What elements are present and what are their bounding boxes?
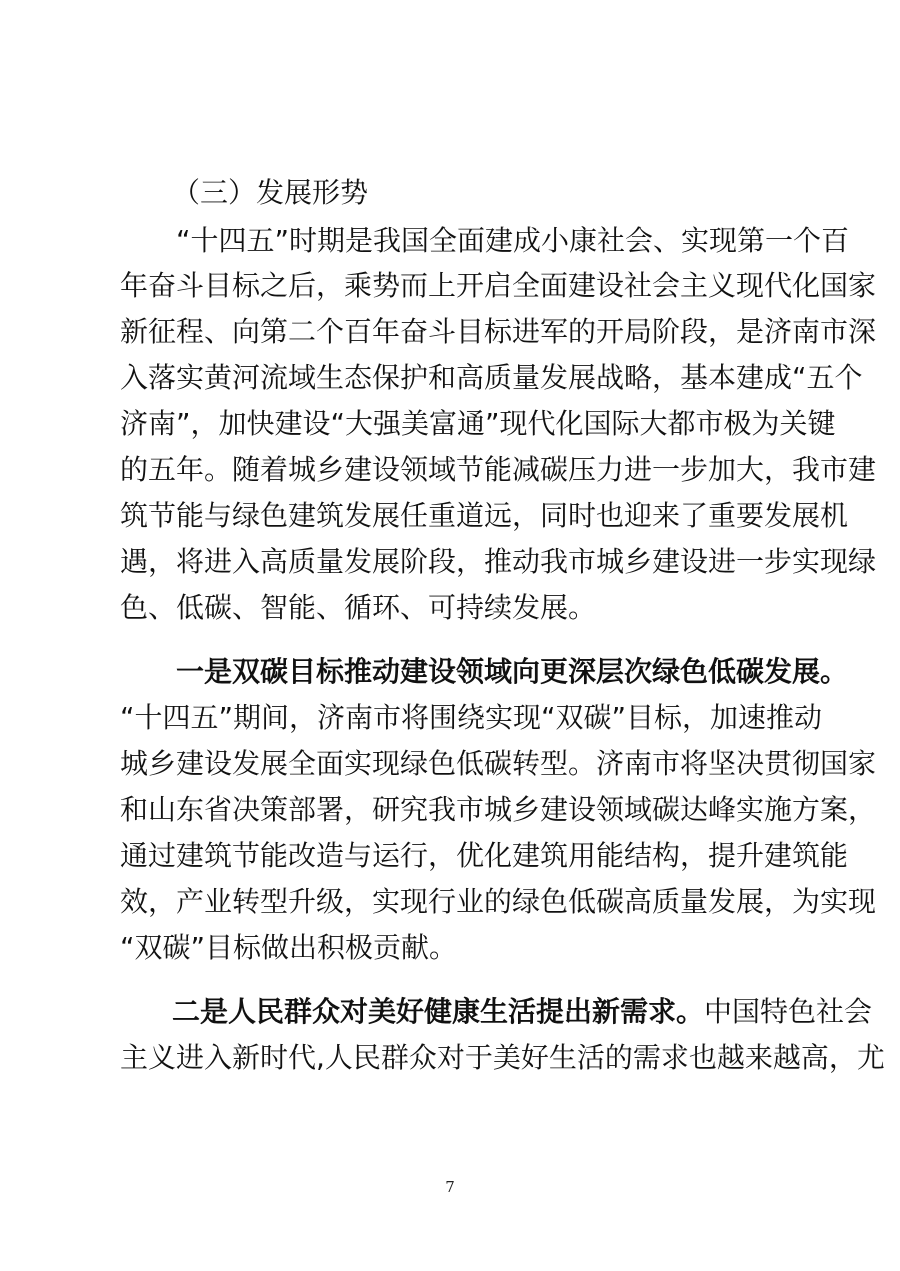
- paragraph-2-line-6: 效，产业转型升级，实现行业的绿色低碳高质量发展，为实现: [120, 885, 877, 918]
- paragraph-1-line-7: 筑节能与绿色建筑发展任重道远，同时也迎来了重要发展机: [120, 499, 849, 532]
- paragraph-3-line-1: [172, 992, 873, 1032]
- paragraph-1-line-8: 遇，将进入高质量发展阶段，推动我市城乡建设进一步实现绿: [120, 545, 877, 578]
- paragraph-1-line-2: 年奋斗目标之后，乘势而上开启全面建设社会主义现代化国家: [120, 269, 877, 302]
- paragraph-2-line-5: 通过建筑节能改造与运行，优化建筑用能结构，提升建筑能: [120, 839, 849, 872]
- paragraph-1-line-6: 的五年。随着城乡建设领域节能减碳压力进一步加大，我市建: [120, 453, 877, 486]
- paragraph-2-line-7: “双碳”目标做出积极贡献。: [120, 931, 458, 964]
- paragraph-2-bold-lead: 一是双碳目标推动建设领域向更深层次绿色低碳发展。: [176, 655, 849, 688]
- paragraph-1-line-9: 色、低碳、智能、循环、可持续发展。: [120, 591, 597, 624]
- section-heading: （三）发展形势: [172, 176, 369, 209]
- page-number: 7: [445, 1178, 455, 1196]
- paragraph-1-line-1: “十四五”时期是我国全面建成小康社会、实现第一个百: [176, 224, 850, 257]
- paragraph-1-line-3: 新征程、向第二个百年奋斗目标进军的开局阶段，是济南市深: [120, 315, 877, 348]
- paragraph-3-bold-lead: 二是人民群众对美好健康生活提出新需求。: [172, 995, 705, 1028]
- paragraph-2-line-2: “十四五”期间，济南市将围绕实现“双碳”目标，加速推动: [120, 701, 823, 734]
- paragraph-1-line-4: 入落实黄河流域生态保护和高质量发展战略，基本建成“五个: [120, 361, 863, 394]
- paragraph-3-line-2: 主义进入新时代,人民群众对于美好生活的需求也越来越高，尤: [120, 1041, 885, 1074]
- paragraph-2-line-3: 城乡建设发展全面实现绿色低碳转型。济南市将坚决贯彻国家: [120, 747, 877, 780]
- paragraph-2-line-4: 和山东省决策部署，研究我市城乡建设领域碳达峰实施方案，: [120, 793, 877, 826]
- paragraph-3-line-1-tail: 中国特色社会: [704, 995, 873, 1028]
- paragraph-1-line-5: 济南”，加快建设“大强美富通”现代化国际大都市极为关键: [120, 407, 836, 440]
